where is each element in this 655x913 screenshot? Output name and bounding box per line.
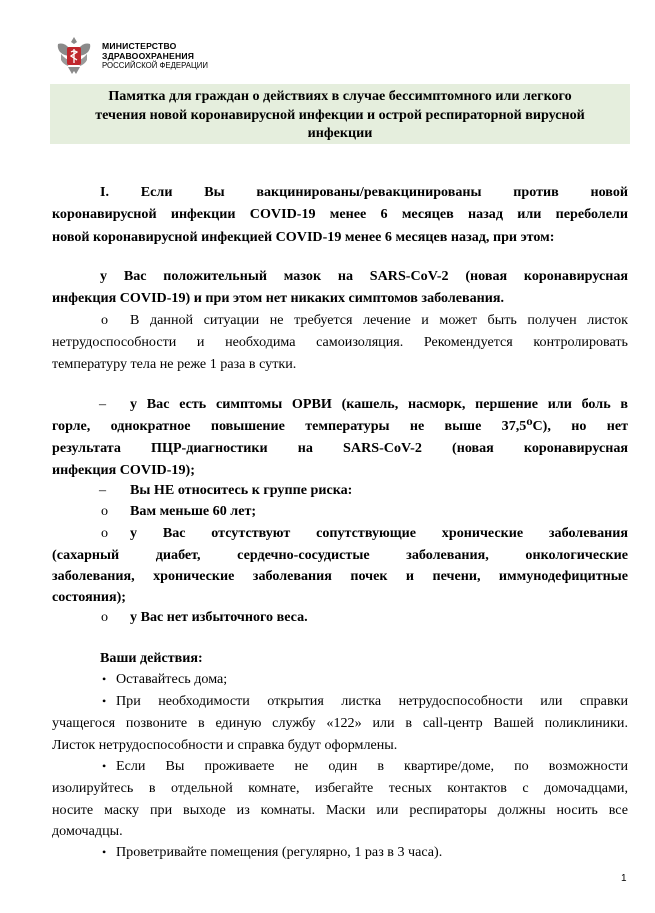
action1: Оставайтесь дома; xyxy=(116,671,228,687)
case1-line1: у Вас положительный мазок на SARS-CoV-2 (новая коронавирусная xyxy=(100,268,628,284)
action4: Проветривайте помещения (регулярно, 1 раз в 3 часа). xyxy=(116,844,443,860)
section1-intro-line2: коронавирусной инфекции COVID-19 менее 6 месяцев назад или переболели xyxy=(52,206,628,222)
document-title xyxy=(50,84,630,144)
case2-line4: инфекция COVID-19); xyxy=(52,462,195,478)
case1-line2: инфекция COVID-19) и при этом нет никаких симптомов заболевания. xyxy=(52,290,505,306)
ministry-name-line2: ЗДРАВООХРАНЕНИЯ xyxy=(102,51,195,61)
chronic-line2: (сахарный диабет, сердечно-сосудистые заболевания, онкологические xyxy=(52,547,628,563)
bullet: • xyxy=(102,694,107,708)
list-marker: o xyxy=(101,525,109,541)
section1-intro-line3: новой коронавирусной инфекцией COVID-19 менее 6 месяцев назад, при этом: xyxy=(52,229,555,245)
risk-group-line: Вы НЕ относитесь к группе риска: xyxy=(130,482,353,498)
ministry-logo xyxy=(54,34,254,78)
bullet: • xyxy=(102,845,107,859)
case2-line3: результата ПЦР-диагностики на SARS-CoV-2 (новая коронавирусная xyxy=(52,440,628,456)
case1-note-line1: В данной ситуации не требуется лечение и может быть получен листок xyxy=(130,312,628,328)
action3-line2: изолируйтесь в отдельной комнате, избегайте тесных контактов с домочадцами, xyxy=(52,780,628,796)
case1-note-line2: нетрудоспособности и необходима самоизоляция. Рекомендуется контролировать xyxy=(52,334,628,350)
title-line3: инфекции xyxy=(307,125,373,141)
bullet: • xyxy=(102,759,107,773)
case2-line1: у Вас есть симптомы ОРВИ (кашель, насморк, першение или боль в xyxy=(130,396,628,412)
list-dash: – xyxy=(99,396,107,412)
title-line1: Памятка для граждан о действиях в случае бессимптомного или легкого xyxy=(108,88,572,104)
weight-line: у Вас нет избыточного веса. xyxy=(130,609,308,625)
action3-line1: Если Вы проживаете не один в квартире/доме, по возможности xyxy=(116,758,628,774)
bullet: • xyxy=(102,672,107,686)
section1-intro-line1: I. Если Вы вакцинированы/ревакцинированы против новой xyxy=(100,184,628,200)
list-marker: o xyxy=(101,503,109,519)
action3-line4: домочадцы. xyxy=(52,823,123,839)
case1-note-line3: температуру тела не реже 1 раза в сутки. xyxy=(52,356,297,372)
list-marker: o xyxy=(101,609,109,625)
page-number: 1 xyxy=(621,873,627,884)
title-line2: течения новой коронавирусной инфекции и острой респираторной вирусной xyxy=(95,106,585,123)
coat-of-arms-icon xyxy=(54,34,94,78)
chronic-line1: у Вас отсутствуют сопутствующие хронические заболевания xyxy=(130,525,628,541)
action2-line3: Листок нетрудоспособности и справка будут оформлены. xyxy=(52,737,398,753)
chronic-line3: заболевания, хронические заболевания почек и печени, иммунодефицитные xyxy=(52,568,628,584)
action2-line1: При необходимости открытия листка нетрудоспособности или справки xyxy=(116,693,628,709)
age-line: Вам меньше 60 лет; xyxy=(130,503,257,519)
actions-heading: Ваши действия: xyxy=(100,650,203,666)
ministry-name-line3: РОССИЙСКОЙ ФЕДЕРАЦИИ xyxy=(102,61,208,70)
chronic-line4: состояния); xyxy=(52,589,126,605)
case2-line2: горле, однократное повышение температуры не выше 37,5⁰С), но нет xyxy=(52,418,628,434)
list-marker: o xyxy=(101,312,109,328)
list-dash: – xyxy=(99,482,107,498)
ministry-name-line1: МИНИСТЕРСТВО xyxy=(102,41,177,51)
action3-line3: носите маску при выходе из комнаты. Маски или респираторы должны носить все xyxy=(52,802,628,818)
action2-line2: учащегося позвоните в единую службу «122» или в call-центр Вашей поликлиники. xyxy=(52,715,628,731)
